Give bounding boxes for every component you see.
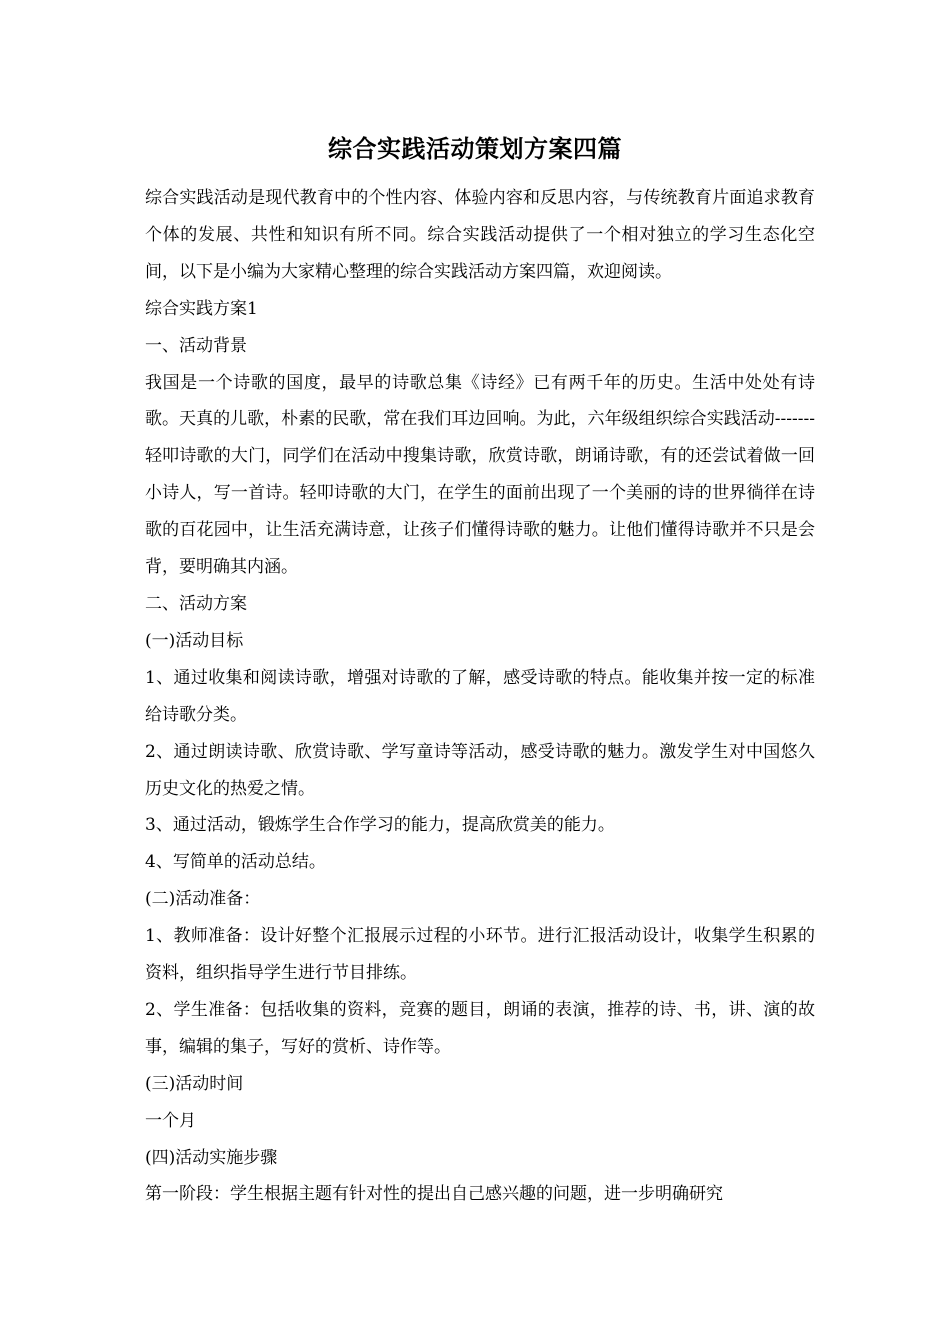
section-heading-activity-plan: 二、活动方案 [145, 593, 247, 614]
preparation-item-1: 1、教师准备：设计好整个汇报展示过程的小环节。进行汇报活动设计，收集学生积累的资料，组织指导学生进行节目排练。 [145, 926, 815, 984]
goal-item-1: 1、通过收集和阅读诗歌，增强对诗歌的了解，感受诗歌的特点。能收集并按一定的标准给诗歌分类。 [145, 667, 815, 725]
section-heading-background: 一、活动背景 [145, 335, 247, 356]
document-body [145, 180, 815, 1213]
background-paragraph: 我国是一个诗歌的国度，最早的诗歌总集《诗经》已有两千年的历史。生活中处处有诗歌。天真的儿歌，朴素的民歌，常在我们耳边回响。为此，六年级组织综合实践活动-------轻叩诗歌的大门，同学们在活动中搜集诗歌，欣赏诗歌，朗诵诗歌，有的还尝试着做一回小诗人，写一首诗。轻叩诗歌的大门，在学生的面前出现了一个美丽的诗的世界徜徉在诗歌的百花园中，让生活充满诗意，让孩子们懂得诗歌的魅力。让他们懂得诗歌并不只是会背，要明确其内涵。 [145, 372, 815, 578]
intro-paragraph: 综合实践活动是现代教育中的个性内容、体验内容和反思内容，与传统教育片面追求教育个体的发展、共性和知识有所不同。综合实践活动提供了一个相对独立的学习生态化空间，以下是小编为大家精心整理的综合实践活动方案四篇，欢迎阅读。 [145, 188, 815, 282]
subheading-goals: (一)活动目标 [145, 630, 244, 651]
document-title: 综合实践活动策划方案四篇 [328, 134, 622, 163]
goal-item-4: 4、写简单的活动总结。 [145, 852, 326, 873]
section-heading-plan-1: 综合实践方案1 [145, 298, 258, 319]
subheading-steps: (四)活动实施步骤 [145, 1147, 278, 1168]
goal-item-3: 3、通过活动，锻炼学生合作学习的能力，提高欣赏美的能力。 [145, 815, 615, 836]
step-stage-1: 第一阶段：学生根据主题有针对性的提出自己感兴趣的问题，进一步明确研究 [145, 1184, 723, 1205]
goal-item-2: 2、通过朗读诗歌、欣赏诗歌、学写童诗等活动，感受诗歌的魅力。激发学生对中国悠久历史文化的热爱之情。 [145, 741, 815, 799]
subheading-preparation: (二)活动准备： [145, 889, 261, 910]
time-value: 一个月 [145, 1110, 196, 1131]
subheading-time: (三)活动时间 [145, 1073, 244, 1094]
preparation-item-2: 2、学生准备：包括收集的资料，竞赛的题目，朗诵的表演，推荐的诗、书，讲、演的故事，编辑的集子，写好的赏析、诗作等。 [145, 999, 815, 1057]
